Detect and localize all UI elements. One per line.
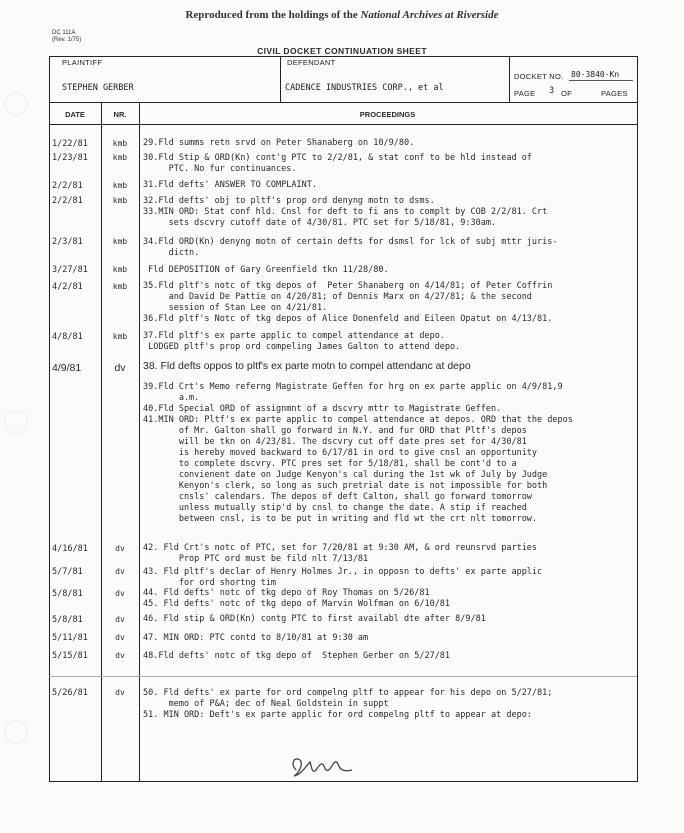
plaintiff-name: STEPHEN GERBER (62, 83, 134, 93)
binder-hole (4, 410, 28, 434)
entry-date: 4/16/81 (52, 544, 88, 554)
entry-nr: kmb (112, 196, 128, 205)
entry-proceeding: 30.Fld Stip & ORD(Kn) cont'g PTC to 2/2/81, & stat conf to be hld instead of PTC. No fur continuances. (143, 153, 532, 174)
entry-proceeding: 29.Fld summs retn srvd on Peter Shanaberg on 10/9/80. (143, 138, 415, 148)
entry-nr: dv (115, 544, 125, 553)
entry-proceeding: 44. Fld defts' notc of tkg depo of Roy Thomas on 5/26/81 45. Fld defts' notc of tkg depo of Marvin Wolfman on 6/10/81 (143, 588, 451, 609)
page-label: PAGE (514, 89, 536, 98)
entry-divider (49, 676, 637, 677)
entry-nr: kmb (112, 181, 128, 190)
entry-date: 5/8/81 (52, 615, 83, 625)
entry-nr: dv (115, 567, 125, 576)
entry-date: 4/8/81 (52, 332, 83, 342)
entry-proceeding: 39.Fld Crt's Memo referng Magistrate Geffen for hrg on ex parte applic on 4/9/81,9 a.m. 40.Fld Special ORD of assignmnt of a dscvry mttr to Magistrate Geffen. 41.MIN ORD: Pltf's ex parte applic to compel attendance at depos. ORD that the depos of Mr. Galton shall go forward in N.Y. and fur ORD that Pltf's depos will be tkn on 4/23/81. The dscvry cut off date pres set for 4/30/81 is hereby moved backward to 6/17/81 in ord to give cnsl an opportunity to complete dscvry. PTC pres set for 5/18/81, shall be cont'd to a convienent date on Judge Kenyon's cal during the 1st wk of July by Judge Kenyon's clerk, so long as such pretrial date is not impossible for both cnsls' calendars. The depos of deft Calton, shall go forward tomorrow unless mutually stip'd by cnsl to change the date. A stip if reached between cnsl, is to be put in writing and fld wt the crt nlt tomorrow. (143, 382, 573, 524)
entry-date: 5/26/81 (52, 688, 88, 698)
entry-proceeding: 46. Fld stip & ORD(Kn) contg PTC to first availabl dte after 8/9/81 (143, 614, 486, 624)
entry-date: 1/22/81 (52, 139, 88, 149)
of-label: OF (561, 89, 573, 98)
pages-label: PAGES (601, 89, 628, 98)
entry-proceeding: 35.Fld pltf's notc of tkg depos of Peter Shanaberg on 4/14/81; of Peter Coffrin and David De Pattie on 4/20/81; of Dennis Marx on 4/27/81; & the second session of Stan Lee on 4/21/81. 36.Fld pltf's Notc of tkg depos of Alice Donenfeld and Eileen Opatut on 4/13/81. (143, 281, 553, 324)
entry-proceeding: 42. Fld Crt's notc of PTC, set for 7/20/81 at 9:30 AM, & ord reunsrvd parties Prop PTC ord must be fild nlt 7/13/81 (143, 543, 538, 564)
archive-note: Reproduced from the holdings of the National Archives at Riverside (185, 9, 499, 21)
entry-date: 5/11/81 (52, 633, 88, 643)
entry-proceeding: 43. Fld pltf's declar of Henry Holmes Jr., in opposn to defts' ex parte applic for ord shortng tim (143, 567, 543, 588)
date-column-line (101, 102, 102, 781)
entry-proceeding: 48.Fld defts' notc of tkg depo of Stephen Gerber on 5/27/81 (143, 651, 451, 661)
entry-date: 4/9/81 (52, 362, 82, 374)
entry-nr: kmb (112, 332, 128, 341)
entry-nr: kmb (112, 153, 128, 162)
entry-nr: kmb (112, 282, 128, 291)
form-id: DC 111A (Rev. 1/75) (52, 30, 82, 43)
entry-proceeding: 47. MIN ORD: PTC contd to 8/10/81 at 9:30 am (143, 633, 369, 643)
entry-proceeding: 31.Fld defts' ANSWER TO COMPLAINT. (143, 180, 317, 190)
defendant-name: CADENCE INDUSTRIES CORP., et al (285, 83, 444, 93)
docket-no: 80-3840-Kn (571, 70, 620, 79)
date-column-header: DATE (65, 110, 85, 119)
entry-nr: dv (115, 589, 125, 598)
binder-hole (4, 720, 28, 744)
column-header-divider (49, 124, 637, 125)
page-number: 3 (549, 86, 555, 96)
entry-date: 2/3/81 (52, 237, 83, 247)
entry-date: 2/2/81 (52, 196, 83, 206)
proceedings-column-header: PROCEEDINGS (359, 110, 416, 119)
entry-date: 5/7/81 (52, 567, 83, 577)
entry-proceeding: 50. Fld defts' ex parte for ord compelng pltf to appear for his depo on 5/27/81; memo of P&A; dec of Neal Goldstein in suppt 51. MIN ORD: Deft's ex parte applic for ord compelng pltf to appear at depo: (143, 688, 553, 720)
binder-hole (4, 92, 28, 116)
entry-proceeding: 38. Fld defts oppos to pltf's ex parte motn to compel attendanc at depo (143, 360, 471, 372)
docket-no-label: DOCKET NO. (514, 72, 564, 81)
entry-nr: kmb (112, 265, 128, 274)
header-divider (49, 102, 637, 103)
plaintiff-label: PLAINTIFF (62, 58, 103, 67)
clerk-initials-signature (288, 748, 358, 782)
entry-nr: kmb (112, 139, 128, 148)
entry-date: 5/15/81 (52, 651, 88, 661)
entry-proceeding: 37.Fld pltf's ex parte applic to compel attendance at depo. LODGED pltf's prop ord compeling James Galton to attend depo. (143, 331, 461, 352)
defendant-label: DEFENDANT (287, 58, 336, 67)
entry-nr: dv (115, 651, 125, 660)
entry-nr: dv (115, 615, 125, 624)
entry-date: 3/27/81 (52, 265, 88, 275)
entry-date: 2/2/81 (52, 181, 83, 191)
nr-column-header: NR. (113, 110, 127, 119)
entry-nr: dv (114, 362, 126, 374)
entry-date: 4/2/81 (52, 282, 83, 292)
docket-no-underline (569, 80, 633, 81)
entry-nr: dv (115, 633, 125, 642)
entry-proceeding: Fld DEPOSITION of Gary Greenfield tkn 11/28/80. (143, 265, 389, 275)
party-divider (280, 56, 281, 102)
sheet-title: CIVIL DOCKET CONTINUATION SHEET (257, 46, 427, 56)
entry-proceeding: 34.Fld ORD(Kn) denyng motn of certain defts for dsmsl for lck of subj mttr juris- dictn. (143, 237, 558, 258)
entry-proceeding: 32.Fld defts' obj to pltf's prop ord denyng motn to dsms. 33.MIN ORD: Stat conf hld. Cnsl for deft to fi ans to complt by COB 2/2/81. Crt sets dscvry cutoff date of 4/30/81. PTC set for 5/18/81, 9:30am. (143, 196, 548, 228)
entry-date: 1/23/81 (52, 153, 88, 163)
entry-date: 5/8/81 (52, 589, 83, 599)
entry-nr: kmb (112, 237, 128, 246)
docket-divider (509, 56, 510, 102)
entry-nr: dv (115, 688, 125, 697)
nr-column-line (139, 102, 140, 781)
